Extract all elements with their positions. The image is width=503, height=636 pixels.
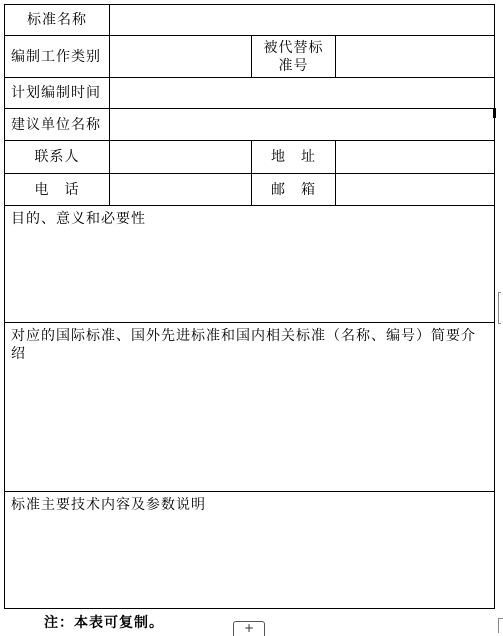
intl-standards-section[interactable] [5, 323, 495, 492]
row-tech-content [5, 492, 495, 609]
row-planned-time [5, 78, 495, 109]
standard-proposal-form [4, 4, 495, 609]
row-contact [5, 141, 495, 174]
contact-label: 联系人 [5, 141, 110, 174]
planned-time-value[interactable] [110, 78, 495, 109]
row-phone [5, 174, 495, 206]
intl-standards-label: 对应的国际标准、国外先进标准和国内相关标准（名称、编号）简要介绍 [11, 328, 476, 362]
replaced-standard-value[interactable] [336, 36, 495, 78]
purpose-label: 目的、意义和必要性 [11, 211, 146, 227]
contact-value[interactable] [110, 141, 252, 174]
proposer-value[interactable] [110, 109, 495, 141]
margin-marker [493, 108, 496, 118]
planned-time-label: 计划编制时间 [5, 78, 110, 109]
footer-note: 注：本表可复制。 [44, 615, 164, 631]
proposer-label: 建议单位名称 [5, 109, 110, 141]
phone-label: 电 话 [5, 174, 110, 206]
phone-value[interactable] [110, 174, 252, 206]
margin-bracket-bottom [498, 618, 503, 633]
standard-name-label: 标准名称 [5, 5, 110, 36]
address-label: 地 址 [252, 141, 336, 174]
plus-icon[interactable]: + [233, 621, 265, 636]
row-proposer [5, 109, 495, 141]
category-label: 编制工作类别 [5, 36, 110, 78]
tech-content-section[interactable] [5, 492, 495, 609]
postcode-label: 邮 箱 [252, 174, 336, 206]
standard-name-value[interactable] [110, 5, 495, 36]
address-value[interactable] [336, 141, 495, 174]
purpose-section[interactable] [5, 206, 495, 323]
row-purpose [5, 206, 495, 323]
row-category [5, 36, 495, 78]
tech-content-label: 标准主要技术内容及参数说明 [11, 497, 206, 513]
category-value[interactable] [110, 36, 252, 78]
row-intl-standards [5, 323, 495, 492]
margin-bracket [498, 292, 501, 324]
row-standard-name [5, 5, 495, 36]
replaced-standard-label: 被代替标准号 [252, 36, 336, 78]
postcode-value[interactable] [336, 174, 495, 206]
